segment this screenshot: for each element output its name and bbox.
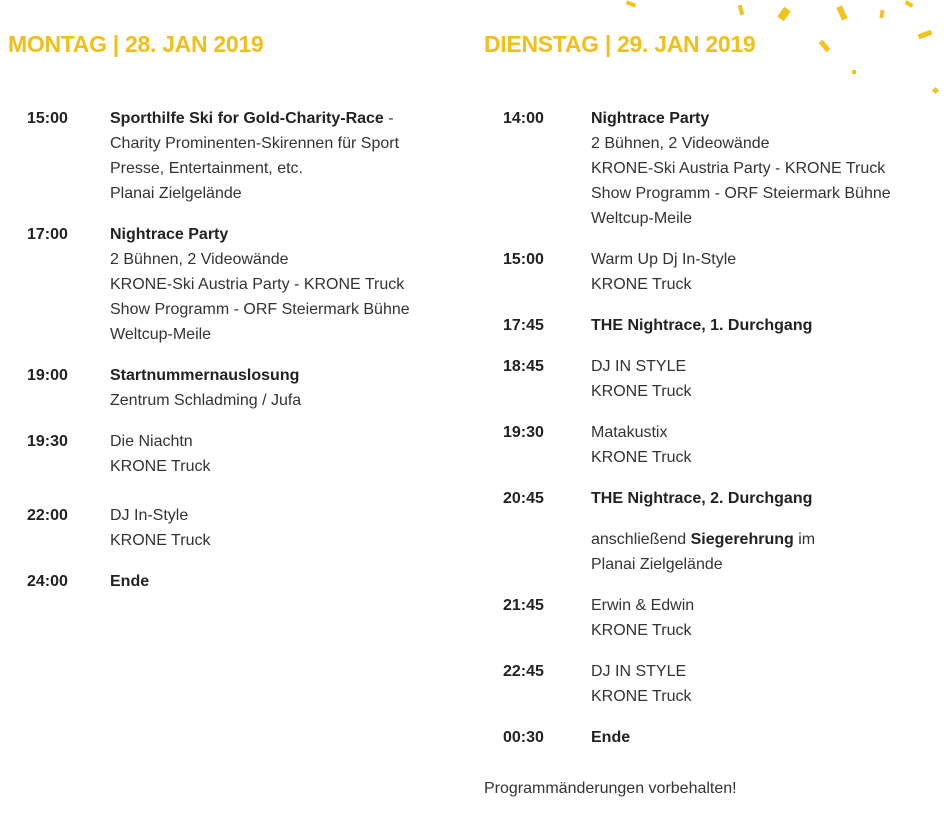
event-line: 2 Bühnen, 2 Videowände: [591, 135, 770, 152]
ceremony-label: Siegerehrung: [690, 531, 794, 548]
event-line: DJ In-Style: [110, 507, 189, 524]
event-line: Planai Zielgelände: [110, 185, 242, 202]
program-change-note: Programmänderungen vorbehalten!: [484, 780, 737, 797]
confetti-decoration: [777, 7, 790, 21]
confetti-decoration: [905, 0, 914, 7]
event-line: Erwin & Edwin: [591, 597, 695, 614]
event-line: KRONE Truck: [591, 688, 692, 705]
event-time: 20:45: [503, 490, 544, 507]
confetti-decoration: [932, 87, 939, 94]
event-title: Nightrace Party: [591, 110, 710, 127]
event-line: KRONE Truck: [591, 622, 692, 639]
event-time: 15:00: [27, 110, 68, 127]
event-line: DJ IN STYLE: [591, 663, 687, 680]
event-detail: [110, 569, 149, 594]
event-line: KRONE Truck: [591, 449, 692, 466]
event-line: Weltcup-Meile: [591, 210, 693, 227]
event-line: Matakustix: [591, 424, 668, 441]
event-line: KRONE-Ski Austria Party - KRONE Truck: [591, 160, 886, 177]
event-detail: [591, 313, 812, 338]
event-line: Die Niachtn: [110, 433, 193, 450]
event-time: 21:45: [503, 597, 544, 614]
event-line: Warm Up Dj In-Style: [591, 251, 737, 268]
ceremony-line: [591, 527, 815, 552]
confetti-decoration: [879, 10, 884, 19]
event-detail: [110, 222, 410, 347]
event-line: Show Programm - ORF Steiermark Bühne: [110, 301, 410, 318]
confetti-decoration: [626, 0, 637, 7]
tuesday-schedule: [484, 30, 944, 746]
event-detail: [591, 486, 812, 511]
event-line: KRONE Truck: [591, 276, 692, 293]
event-line: 2 Bühnen, 2 Videowände: [110, 251, 289, 268]
event-detail: [591, 354, 691, 404]
confetti-decoration: [852, 70, 856, 74]
event-line: Planai Zielgelände: [591, 556, 723, 573]
event-line: KRONE Truck: [110, 532, 211, 549]
event-detail: [591, 106, 891, 231]
event-line: KRONE-Ski Austria Party - KRONE Truck: [110, 276, 405, 293]
event-time: 18:45: [503, 358, 544, 375]
event-detail: [110, 429, 210, 479]
event-time: 19:30: [503, 424, 544, 441]
monday-schedule: [8, 30, 448, 590]
event-detail: [591, 593, 694, 643]
event-title: Nightrace Party: [110, 226, 229, 243]
event-time: 00:30: [503, 729, 544, 746]
event-line: DJ IN STYLE: [591, 358, 687, 375]
event-time: 17:00: [27, 226, 68, 243]
event-time: 14:00: [503, 110, 544, 127]
event-detail: [110, 363, 301, 413]
event-line: Zentrum Schladming / Jufa: [110, 392, 302, 409]
event-detail: [110, 503, 210, 553]
event-line: Weltcup-Meile: [110, 326, 212, 343]
event-time: 22:00: [27, 507, 68, 524]
confetti-decoration: [836, 5, 847, 20]
monday-heading: MONTAG | 28. JAN 2019: [8, 31, 264, 57]
event-title: Ende: [591, 729, 631, 746]
event-line: KRONE Truck: [110, 458, 211, 475]
event-line: Charity Prominenten-Skirennen für Sport: [110, 135, 400, 152]
event-detail: [591, 527, 815, 577]
tuesday-heading: DIENSTAG | 29. JAN 2019: [484, 31, 756, 57]
event-time: 24:00: [27, 573, 68, 590]
event-title-suffix: -: [383, 110, 394, 127]
ceremony-suffix: im: [793, 531, 816, 548]
ceremony-prefix: anschließend: [591, 531, 691, 548]
event-title: THE Nightrace, 2. Durchgang: [591, 490, 813, 507]
event-detail: [591, 247, 736, 297]
event-detail: [591, 659, 691, 709]
event-detail: [110, 106, 399, 206]
event-time: 19:00: [27, 367, 68, 384]
event-line: Presse, Entertainment, etc.: [110, 160, 303, 177]
event-title-line: [110, 106, 399, 131]
event-title: Startnummernauslosung: [110, 367, 300, 384]
event-line: KRONE Truck: [591, 383, 692, 400]
event-time: 17:45: [503, 317, 544, 334]
event-title: Ende: [110, 573, 150, 590]
event-detail: [591, 725, 630, 750]
event-title: Sporthilfe Ski for Gold-Charity-Race: [110, 110, 384, 127]
event-line: Show Programm - ORF Steiermark Bühne: [591, 185, 891, 202]
event-time: 22:45: [503, 663, 544, 680]
event-time: 19:30: [27, 433, 68, 450]
confetti-decoration: [738, 5, 744, 16]
event-time: 15:00: [503, 251, 544, 268]
event-detail: [591, 420, 691, 470]
event-title: THE Nightrace, 1. Durchgang: [591, 317, 813, 334]
